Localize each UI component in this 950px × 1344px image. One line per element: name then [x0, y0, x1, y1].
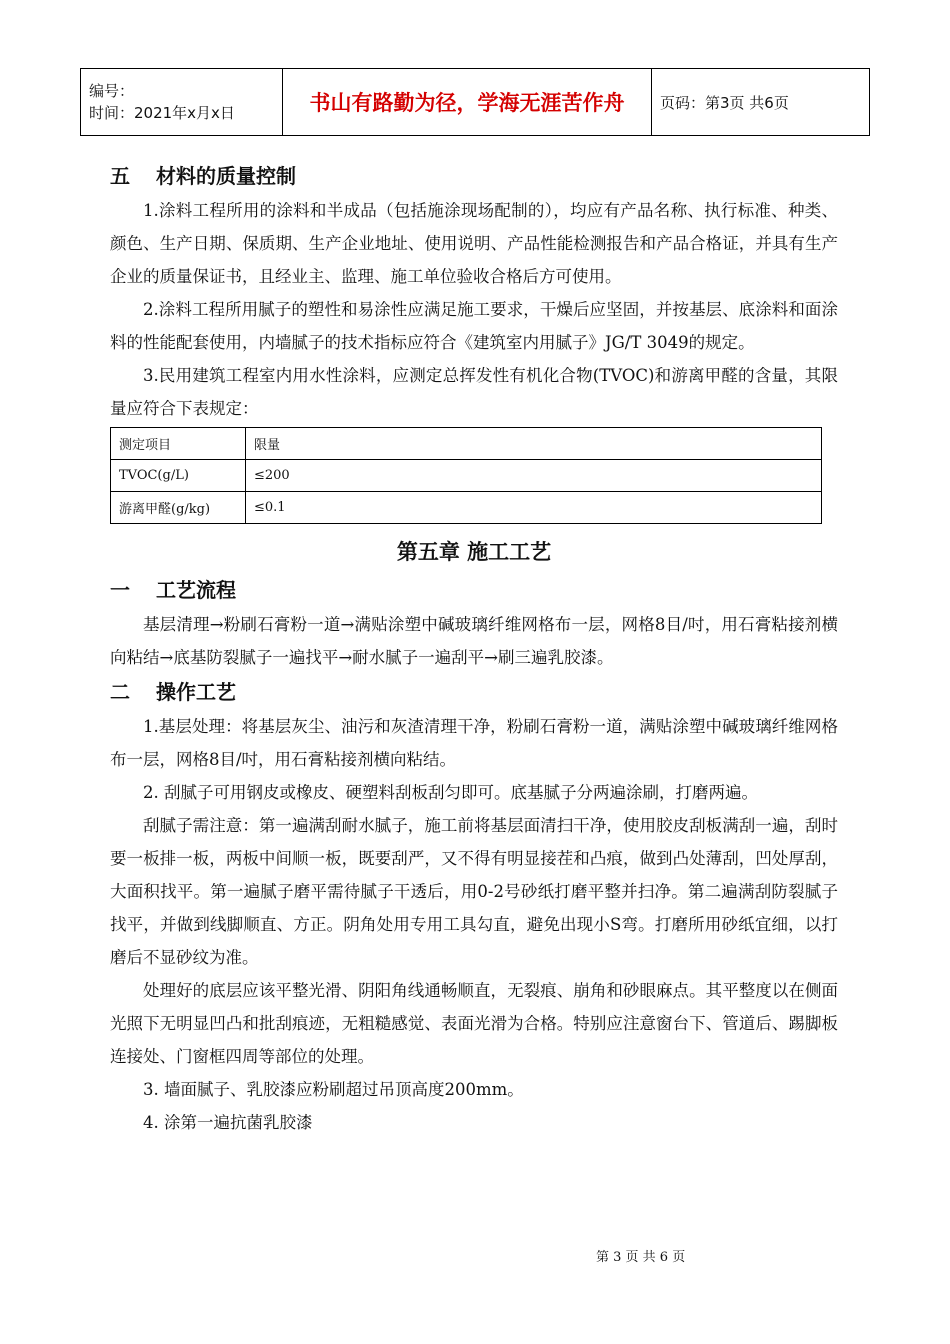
table-header-cell: 限量: [246, 428, 822, 460]
header-time-label: 时间：2021年x月x日: [89, 104, 235, 122]
paragraph: 基层清理→粉刷石膏粉一道→满贴涂塑中碱玻璃纤维网格布一层，网格8目/吋，用石膏粘接剂横向粘结→底基防裂腻子一遍找平→耐水腻子一遍刮平→刷三遍乳胶漆。: [110, 615, 838, 667]
section-number: 五: [110, 164, 130, 188]
paragraph: 1.基层处理：将基层灰尘、油污和灰渣清理干净，粉刷石膏粉一道，满贴涂塑中碱玻璃纤维网格布一层，网格8目/吋，用石膏粘接剂横向粘结。: [110, 717, 838, 769]
document-body: [110, 158, 838, 1139]
section-title: 操作工艺: [156, 680, 236, 704]
header-page-info: 页码：第3页 共6页: [652, 69, 870, 136]
section-heading-process-flow: [110, 572, 838, 608]
table-row: [111, 492, 822, 524]
chapter-title: 第五章 施工工艺: [396, 540, 552, 564]
paragraph: 2. 刮腻子可用钢皮或橡皮、硬塑料刮板刮匀即可。底基腻子分两遍涂刷，打磨两遍。: [143, 783, 758, 802]
table-cell: ≤200: [246, 460, 822, 492]
table-header-row: [111, 428, 822, 460]
section-title: 材料的质量控制: [156, 164, 296, 188]
table-cell: TVOC(g/L): [111, 460, 246, 492]
header-motto: 书山有路勤为径，学海无涯苦作舟: [283, 69, 652, 136]
header-meta-cell: [81, 69, 283, 136]
paragraph: 刮腻子需注意：第一遍满刮耐水腻子，施工前将基层面清扫干净，使用胶皮刮板满刮一遍，刮时要一板排一板，两板中间顺一板，既要刮严，又不得有明显接茬和凸痕，做到凸处薄刮，凹处厚刮，大面积找平。第一遍腻子磨平需待腻子干透后，用0-2号砂纸打磨平整并扫净。第二遍满刮防裂腻子找平，并做到线脚顺直、方正。阴角处用专用工具勾直，避免出现小S弯。打磨所用砂纸宜细，以打磨后不显砂纹为准。: [110, 816, 838, 967]
paragraph: 3. 墙面腻子、乳胶漆应粉刷超过吊顶高度200mm。: [143, 1080, 524, 1099]
paragraph: 1.涂料工程所用的涂料和半成品（包括施涂现场配制的），均应有产品名称、执行标准、种类、颜色、生产日期、保质期、生产企业地址、使用说明、产品性能检测报告和产品合格证，并具有生产企业的质量保证书，且经业主、监理、施工单位验收合格后方可使用。: [110, 201, 838, 286]
table-header-cell: 测定项目: [111, 428, 246, 460]
paragraph: 处理好的底层应该平整光滑、阴阳角线通畅顺直，无裂痕、崩角和砂眼麻点。其平整度以在侧面光照下无明显凹凸和批刮痕迹，无粗糙感觉、表面光滑为合格。特别应注意窗台下、管道后、踢脚板连接处、门窗框四周等部位的处理。: [110, 981, 838, 1066]
table-cell: 游离甲醛(g/kg): [111, 492, 246, 524]
section-number: 二: [110, 680, 130, 704]
voc-limit-table: [110, 427, 822, 524]
header-table: [80, 68, 870, 136]
table-cell: ≤0.1: [246, 492, 822, 524]
section-number: 一: [110, 578, 130, 602]
section-title: 工艺流程: [156, 578, 236, 602]
table-row: [111, 460, 822, 492]
paragraph: 4. 涂第一遍抗菌乳胶漆: [143, 1113, 313, 1132]
footer-page-number: 第 3 页 共 6 页: [596, 1250, 686, 1265]
section-heading-operation: [110, 674, 838, 710]
paragraph: 2.涂料工程所用腻子的塑性和易涂性应满足施工要求，干燥后应坚固，并按基层、底涂料和面涂料的性能配套使用，内墙腻子的技术指标应符合《建筑室内用腻子》JG/T 3049的规定。: [110, 300, 838, 352]
section-heading-materials: [110, 158, 838, 194]
paragraph: 3.民用建筑工程室内用水性涂料，应测定总挥发性有机化合物(TVOC)和游离甲醛的含量，其限量应符合下表规定：: [110, 366, 838, 418]
header-number-label: 编号：: [89, 82, 135, 100]
